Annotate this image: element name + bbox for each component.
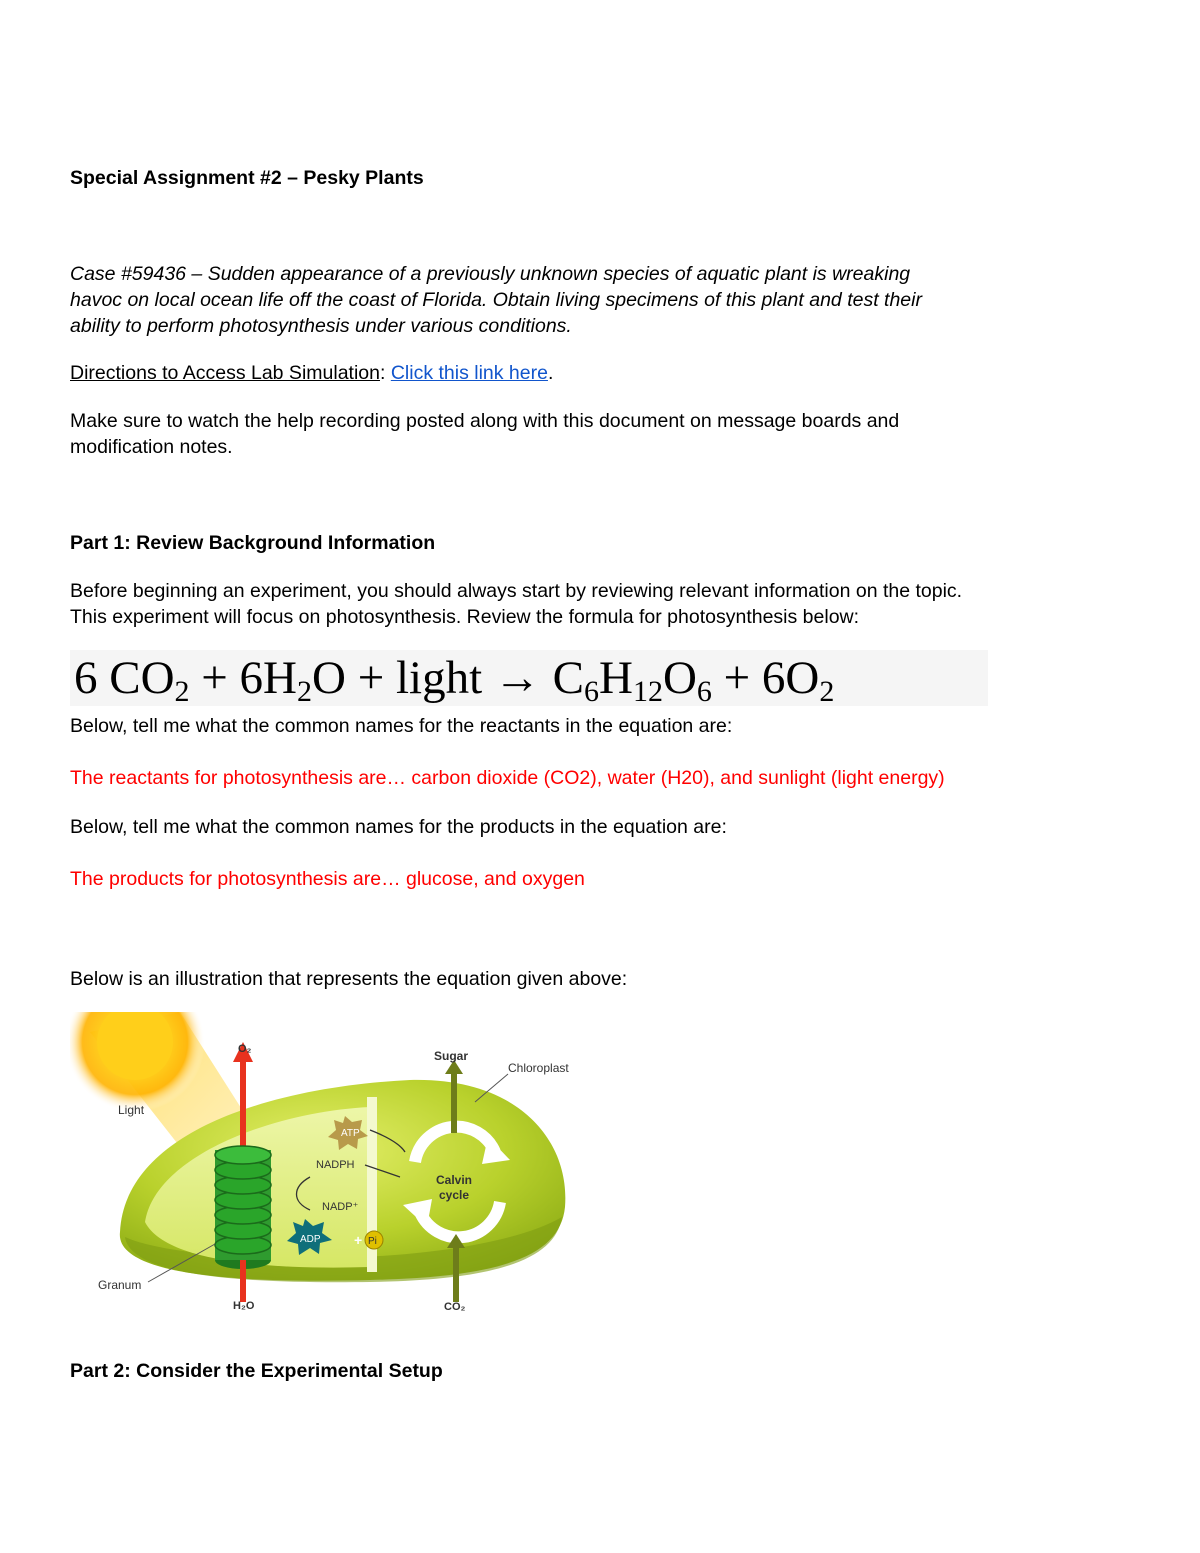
help-note-line-1: Make sure to watch the help recording posted along with this document on message boards and: [70, 410, 900, 432]
part2-heading: Part 2: Consider the Experimental Setup: [70, 1360, 443, 1382]
atp-label: ATP: [341, 1128, 360, 1139]
equation-subscript: 2: [297, 675, 312, 708]
pi-label: Pi: [368, 1236, 377, 1247]
chloroplast-diagram: [70, 1012, 590, 1322]
equation-text: O: [662, 652, 697, 704]
h2o-label: H₂O: [233, 1300, 255, 1312]
equation-subscript: 2: [174, 675, 190, 708]
directions-period: .: [547, 362, 554, 384]
co2-label: CO₂: [444, 1301, 466, 1313]
chloroplast-label: Chloroplast: [508, 1061, 569, 1075]
equation-text: O + light → C: [312, 652, 584, 704]
sugar-label: Sugar: [434, 1049, 469, 1063]
case-description-line-1: Case #59436 – Sudden appearance of a previously unknown species of aquatic plant is wreaking: [70, 263, 911, 285]
calvin-label-1: Calvin: [435, 1173, 473, 1187]
equation-text: 6 CO: [74, 652, 175, 704]
equation-subscript: 12: [632, 675, 663, 708]
equation-text: + 6H: [189, 652, 297, 704]
equation-subscript: 2: [819, 675, 835, 708]
light-label: Light: [118, 1103, 145, 1117]
reactants-prompt: Below, tell me what the common names for the reactants in the equation are:: [70, 715, 733, 737]
part1-intro-line-2: This experiment will focus on photosynthesis. Review the formula for photosynthesis below:: [70, 606, 860, 628]
case-description-line-2: havoc on local ocean life off the coast of Florida. Obtain living specimens of this plant and test their: [70, 289, 922, 311]
equation-text: H: [598, 652, 633, 704]
granum-stack: [215, 1146, 271, 1269]
products-answer: The products for photosynthesis are… glucose, and oxygen: [70, 868, 585, 890]
plus-sign: +: [354, 1232, 363, 1248]
co2-arrow-shaft: [453, 1244, 459, 1302]
h2o-arrow-shaft: [240, 1260, 246, 1302]
part1-heading: Part 1: Review Background Information: [70, 532, 436, 554]
granum-label: Granum: [98, 1278, 142, 1292]
illustration-intro: Below is an illustration that represents the equation given above:: [70, 968, 628, 990]
part1-intro-line-1: Before beginning an experiment, you should always start by reviewing relevant information on the topic.: [70, 580, 963, 602]
equation-subscript: 6: [583, 675, 599, 708]
nadp-label: NADP⁺: [322, 1201, 359, 1213]
equation-subscript: 6: [696, 675, 712, 708]
products-prompt: Below, tell me what the common names for the products in the equation are:: [70, 816, 727, 838]
directions-label: Directions to Access Lab Simulation: [70, 362, 380, 384]
help-note-line-2: modification notes.: [70, 436, 233, 458]
adp-label: ADP: [300, 1234, 321, 1245]
case-description-line-3: ability to perform photosynthesis under various conditions.: [70, 315, 572, 337]
lab-simulation-link[interactable]: Click this link here: [390, 362, 548, 384]
equation-text: + 6O: [711, 652, 820, 704]
reactants-answer: The reactants for photosynthesis are… carbon dioxide (CO2), water (H20), and sunlight (light energy): [70, 767, 945, 789]
chloroplast-illustration: [70, 1012, 590, 1322]
o2-label: O₂: [238, 1043, 252, 1055]
photosynthesis-equation: [70, 650, 988, 706]
sugar-arrow-shaft: [451, 1070, 457, 1133]
directions-colon: :: [379, 362, 391, 384]
directions-line: [70, 360, 553, 386]
calvin-label-2: cycle: [438, 1188, 470, 1202]
nadph-label: NADPH: [316, 1159, 355, 1171]
document-title: Special Assignment #2 – Pesky Plants: [70, 167, 424, 189]
